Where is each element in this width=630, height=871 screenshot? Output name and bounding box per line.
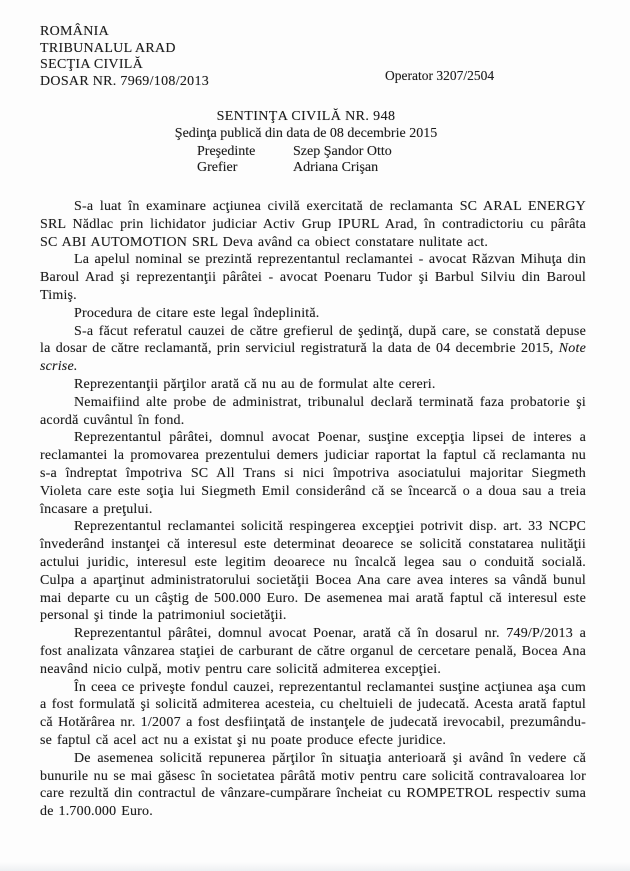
court-identification-block bbox=[40, 24, 586, 90]
body-paragraph bbox=[40, 518, 586, 625]
header-court-name: TRIBUNALUL ARAD bbox=[40, 40, 176, 56]
title-block bbox=[0, 108, 630, 175]
body-paragraph bbox=[40, 750, 586, 821]
official-name: Szep Şandor Otto bbox=[293, 144, 392, 159]
text-run: În ceea ce priveşte fondul cauzei, reprezentantul reclamantei susţine acţiunea aşa cum a fost formulată şi solicită admiterea acesteia, cu cheltuieli de judecată. Acesta arată faptul că Hotărârea nr. 1/2007 a fost desfiinţată de instanţele de judecată irevocabil, prezumându-se faptul că acel act nu a existat şi nu poate produce efecte juridice. bbox=[40, 679, 586, 748]
body-paragraph bbox=[40, 251, 586, 304]
body-paragraph bbox=[40, 305, 586, 323]
page-bottom-edge bbox=[0, 862, 630, 871]
text-run: De asemenea solicită repunerea părţilor în situaţia anterioară şi având în vedere că bunurile nu se mai găsesc în societatea pârâtă motiv pentru care solicită contravaloarea lor care rezultă din contractul de vânzare-cumpărare încheiat cu ROMPETROL respectiv suma de 1.700.000 Euro. bbox=[40, 750, 586, 820]
text-run: Reprezentantul reclamantei solicită respingerea excepţiei potrivit disp. art. 33 NCPC învederând instanţei că interesul este determinat deoarece se solicită constatarea nulităţii actului juridic, interesul este legitim deoarece nu încalcă legea sau o conduită socială. Culpa a aparţinut administratorului societăţii Bocea Ana care avea interes sa vândă bunul mai departe cu un câştig de 500.000 Euro. De asemenea mai arată faptul că interesul este personal şi tinde la patrimoniul societăţii. bbox=[40, 519, 586, 624]
header-dossier-number: DOSAR NR. 7969/108/2013 bbox=[40, 73, 210, 89]
official-row bbox=[197, 160, 630, 176]
official-label: Grefier bbox=[197, 159, 238, 175]
body-paragraph bbox=[40, 198, 586, 251]
body-paragraph bbox=[40, 679, 586, 750]
document-body bbox=[40, 198, 586, 821]
body-paragraph bbox=[40, 376, 586, 394]
document-title: SENTINŢA CIVILĂ NR. 948 bbox=[216, 109, 396, 124]
text-run: S-a luat în examinare acţiunea civilă exercitată de reclamanta SC ARAL ENERGY SRL Nădlac prin lichidator judiciar Activ Grup IPURL Arad, în contradictoriu cu pârâta SC ABI AUTOMOTION SRL Deva având ca obiect constatare nulitate act. bbox=[40, 199, 586, 250]
text-run: Reprezentantul pârâtei, domnul avocat Poenar, arată că în dosarul nr. 749/P/2013 a fost analizata vânzarea staţiei de carburant de către organul de cercetare penală, Bocea Ana neavând nicio culpă, motiv pentru care solicită admiterea excepţiei. bbox=[40, 626, 586, 677]
italic-run: Note scrise. bbox=[40, 341, 586, 375]
official-label: Preşedinte bbox=[197, 144, 256, 159]
header-country: ROMÂNIA bbox=[40, 24, 109, 39]
text-run: Nemaifiind alte probe de administrat, tribunalul declară terminată faza probatorie şi acordă cuvântul în fond. bbox=[40, 394, 586, 428]
text-run: La apelul nominal se prezintă reprezentantul reclamantei - avocat Răzvan Mihuţa din Baroul Arad şi reprezentanţii pârâtei - avocat Poenaru Tudor şi Barbul Silviu din Baroul Timiş. bbox=[40, 252, 586, 303]
text-run: Reprezentanţii părţilor arată că nu au de formulat alte cereri. bbox=[74, 376, 436, 392]
body-paragraph bbox=[40, 625, 586, 678]
header-court-section: SECŢIA CIVILĂ bbox=[40, 57, 144, 73]
officials-list bbox=[0, 144, 630, 175]
body-paragraph bbox=[40, 323, 586, 376]
document-header bbox=[40, 24, 586, 90]
official-row bbox=[197, 144, 630, 160]
text-run: Procedura de citare este legal îndeplinită. bbox=[74, 305, 320, 321]
session-date-line: Şedinţa publică din data de 08 decembrie 2015 bbox=[174, 126, 438, 141]
body-paragraph bbox=[40, 429, 586, 518]
text-run: S-a făcut referatul cauzei de către grefierul de şedinţă, după care, se constată depuse la dosar de către reclamantă, prin serviciul registratură la data de 04 decembrie 2015, bbox=[40, 323, 586, 357]
official-name: Adriana Crişan bbox=[293, 159, 379, 175]
text-run: Reprezentantul pârâtei, domnul avocat Poenar, susţine excepţia lipsei de interes a reclamantei la promovarea prezentului demers judiciar raportat la faptul că reclamanta nu s-a îndreptat împotriva SC All Trans si nici împotriva asociatului majoritar Siegmeth Violeta care este soţia lui Siegmeth Emil considerând că se încearcă o a doua sau a treia încasare a preţului. bbox=[40, 430, 586, 517]
body-paragraph bbox=[40, 394, 586, 430]
operator-number: Operator 3207/2504 bbox=[385, 68, 495, 83]
